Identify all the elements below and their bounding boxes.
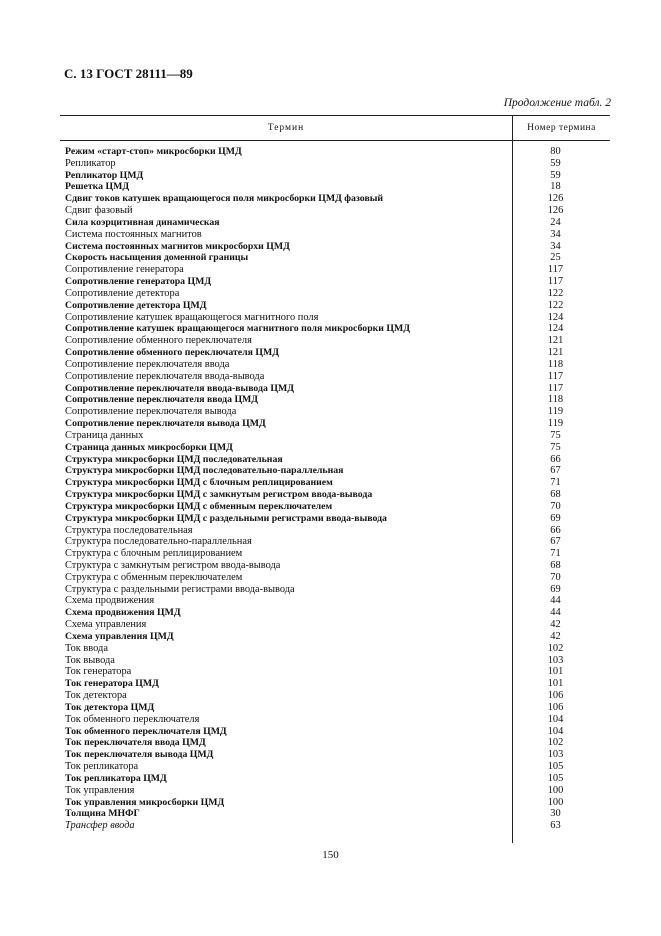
table-row — [60, 560, 610, 572]
term-cell: Структура последовательно-параллельная — [65, 536, 252, 548]
term-cell: Сопротивление генератора — [65, 264, 184, 276]
table-row — [60, 584, 610, 596]
term-number-cell: 103 — [547, 654, 564, 666]
term-number-cell: 30 — [550, 808, 561, 820]
table-continuation-label: Продолжение табл. 2 — [503, 97, 611, 109]
table-row — [60, 820, 610, 832]
term-cell: Схема продвижения ЦМД — [65, 607, 181, 619]
term-cell: Структура с раздельными регистрами ввода-вывода — [65, 583, 295, 595]
table-row — [60, 454, 610, 466]
table-body — [60, 146, 610, 832]
term-number-cell: 119 — [547, 418, 564, 430]
table-row — [60, 158, 610, 170]
term-number-cell: 105 — [547, 772, 564, 784]
table-row — [60, 146, 610, 158]
term-cell: Структура микросборки ЦМД с блочным реплицированием — [65, 477, 333, 489]
term-cell: Структура с блочным реплицированием — [65, 548, 243, 560]
table-row — [60, 465, 610, 477]
term-cell: Схема продвижения — [65, 595, 155, 607]
term-cell: Ток репликатора ЦМД — [65, 772, 167, 784]
term-number-cell: 117 — [547, 370, 564, 382]
table-row — [60, 394, 610, 406]
term-number-cell: 119 — [547, 406, 564, 418]
term-cell: Репликатор ЦМД — [65, 169, 144, 181]
term-cell: Схема управления ЦМД — [65, 630, 174, 642]
table-row — [60, 418, 610, 430]
table-row — [60, 655, 610, 667]
term-number-cell: 75 — [550, 441, 561, 453]
table-row — [60, 300, 610, 312]
term-cell: Ток генератора — [65, 666, 132, 678]
term-number-cell: 124 — [547, 323, 564, 335]
term-cell: Ток переключателя вывода ЦМД — [65, 749, 214, 761]
term-cell: Схема управления — [65, 619, 147, 631]
term-cell: Структура с замкнутым регистром ввода-вывода — [65, 559, 281, 571]
term-number-cell: 117 — [547, 382, 564, 394]
term-cell: Толщина МНФГ — [65, 808, 140, 820]
term-cell: Сопротивление переключателя вывода ЦМД — [65, 418, 266, 430]
term-number-cell: 105 — [547, 761, 564, 773]
table-row — [60, 726, 610, 738]
term-number-cell: 70 — [550, 500, 561, 512]
term-number-cell: 34 — [550, 240, 561, 252]
table-row — [60, 548, 610, 560]
term-number-cell: 121 — [547, 347, 564, 359]
term-number-cell: 67 — [550, 536, 561, 548]
term-number-cell: 67 — [550, 465, 561, 477]
term-number-cell: 100 — [547, 796, 564, 808]
term-cell: Скорость насыщения доменной границы — [65, 252, 249, 264]
table-row — [60, 714, 610, 726]
term-number-cell: 117 — [547, 276, 564, 288]
table-row — [60, 347, 610, 359]
table-row — [60, 737, 610, 749]
term-cell: Сопротивление обменного переключателя ЦМД — [65, 347, 279, 359]
term-cell: Ток генератора ЦМД — [65, 678, 159, 690]
term-cell: Ток ввода — [65, 642, 108, 654]
term-cell: Ток репликатора — [65, 761, 139, 773]
term-cell: Сила коэрцитивная динамическая — [65, 216, 220, 228]
term-number-cell: 117 — [547, 264, 564, 276]
term-number-cell: 42 — [550, 630, 561, 642]
term-cell: Сопротивление переключателя вывода — [65, 406, 237, 418]
term-number-cell: 59 — [550, 169, 561, 181]
term-number-cell: 44 — [550, 595, 561, 607]
table-row — [60, 430, 610, 442]
term-number-cell: 71 — [550, 477, 561, 489]
term-cell: Сопротивление катушек вращающегося магнитного поля микросборки ЦМД — [65, 323, 410, 335]
term-cell: Ток управления — [65, 784, 135, 796]
table-row — [60, 761, 610, 773]
term-number-cell: 104 — [547, 713, 564, 725]
term-number-cell: 118 — [547, 358, 564, 370]
table-row — [60, 406, 610, 418]
table-row — [60, 619, 610, 631]
term-cell: Страница данных — [65, 429, 144, 441]
table-row — [60, 383, 610, 395]
table-row — [60, 335, 610, 347]
term-number-cell: 126 — [547, 193, 564, 205]
table-row — [60, 607, 610, 619]
term-cell: Система постоянных магнитов — [65, 228, 202, 240]
table-header-rule — [60, 140, 610, 141]
table-row — [60, 513, 610, 525]
table-row — [60, 323, 610, 335]
table-row — [60, 264, 610, 276]
term-cell: Ток обменного переключателя ЦМД — [65, 725, 227, 737]
term-cell: Структура микросборки ЦМД последовательная — [65, 453, 283, 465]
term-number-cell: 106 — [547, 690, 564, 702]
term-cell: Сдвиг токов катушек вращающегося поля микросборки ЦМД фазовый — [65, 193, 384, 205]
term-number-cell: 42 — [550, 619, 561, 631]
term-cell: Страница данных микросборки ЦМД — [65, 441, 233, 453]
term-number-cell: 101 — [547, 678, 564, 690]
table-row — [60, 217, 610, 229]
term-number-cell: 106 — [547, 701, 564, 713]
table-row — [60, 252, 610, 264]
term-cell: Структура последовательная — [65, 524, 193, 536]
column-header-number: Номер термина — [527, 122, 596, 133]
table-row — [60, 749, 610, 761]
term-cell: Ток управления микросборки ЦМД — [65, 796, 225, 808]
table-row — [60, 785, 610, 797]
term-number-cell: 71 — [550, 548, 561, 560]
table-row — [60, 205, 610, 217]
term-cell: Структура микросборки ЦМД последовательно-параллельная — [65, 465, 344, 477]
term-number-cell: 126 — [547, 205, 564, 217]
table-row — [60, 170, 610, 182]
term-cell: Структура микросборки ЦМД с обменным переключателем — [65, 500, 333, 512]
term-number-cell: 69 — [550, 583, 561, 595]
term-cell: Структура микросборки ЦМД с раздельными регистрами ввода-вывода — [65, 512, 387, 524]
term-number-cell: 24 — [550, 216, 561, 228]
term-cell: Ток переключателя ввода ЦМД — [65, 737, 206, 749]
term-cell: Трансфер ввода — [65, 820, 135, 832]
term-number-cell: 25 — [550, 252, 561, 264]
term-cell: Структура микросборки ЦМД с замкнутым регистром ввода-вывода — [65, 489, 373, 501]
term-cell: Решетка ЦМД — [65, 181, 130, 193]
term-number-cell: 44 — [550, 607, 561, 619]
term-number-cell: 122 — [547, 287, 564, 299]
term-number-cell: 34 — [550, 228, 561, 240]
term-cell: Репликатор — [65, 157, 116, 169]
table-row — [60, 312, 610, 324]
table-row — [60, 371, 610, 383]
term-number-cell: 101 — [547, 666, 564, 678]
table-row — [60, 525, 610, 537]
term-cell: Сопротивление переключателя ввода-вывода ЦМД — [65, 382, 294, 394]
term-number-cell: 124 — [547, 311, 564, 323]
term-number-cell: 103 — [547, 749, 564, 761]
table-row — [60, 773, 610, 785]
term-number-cell: 68 — [550, 559, 561, 571]
term-number-cell: 63 — [550, 820, 561, 832]
column-header-term: Термин — [267, 122, 305, 133]
term-cell: Ток детектора — [65, 690, 127, 702]
term-number-cell: 102 — [547, 737, 564, 749]
term-cell: Сопротивление детектора — [65, 287, 180, 299]
term-number-cell: 100 — [547, 784, 564, 796]
table-row — [60, 572, 610, 584]
term-number-cell: 66 — [550, 524, 561, 536]
term-cell: Структура с обменным переключателем — [65, 571, 243, 583]
term-number-cell: 75 — [550, 429, 561, 441]
term-cell: Система постоянных магнитов микросборхи ЦМД — [65, 240, 290, 252]
term-cell: Режим «старт-стоп» микросборки ЦМД — [65, 146, 242, 157]
table-row — [60, 442, 610, 454]
table-row — [60, 666, 610, 678]
table-row — [60, 229, 610, 241]
term-cell: Сопротивление переключателя ввода ЦМД — [65, 394, 259, 406]
table-row — [60, 643, 610, 655]
term-cell: Сопротивление детектора ЦМД — [65, 299, 207, 311]
table-row — [60, 181, 610, 193]
table-row — [60, 797, 610, 809]
term-number-cell: 121 — [547, 335, 564, 347]
table-row — [60, 489, 610, 501]
table-row — [60, 193, 610, 205]
term-number-cell: 59 — [550, 157, 561, 169]
term-number-cell: 70 — [550, 571, 561, 583]
term-cell: Сопротивление катушек вращающегося магнитного поля — [65, 311, 319, 323]
terms-table — [60, 115, 610, 843]
table-row — [60, 501, 610, 513]
table-row — [60, 288, 610, 300]
table-row — [60, 702, 610, 714]
term-number-cell: 18 — [550, 181, 561, 193]
term-number-cell: 118 — [547, 394, 564, 406]
term-cell: Ток обменного переключателя — [65, 713, 200, 725]
term-number-cell: 66 — [550, 453, 561, 465]
page-number: 150 — [322, 849, 339, 861]
term-number-cell: 104 — [547, 725, 564, 737]
table-row — [60, 276, 610, 288]
table-row — [60, 808, 610, 820]
table-row — [60, 595, 610, 607]
term-number-cell: 68 — [550, 489, 561, 501]
table-row — [60, 690, 610, 702]
page-header: С. 13 ГОСТ 28111—89 — [64, 66, 193, 81]
term-cell: Сопротивление переключателя ввода-вывода — [65, 370, 265, 382]
term-cell: Сопротивление переключателя ввода — [65, 358, 230, 370]
term-number-cell: 122 — [547, 299, 564, 311]
term-cell: Сдвиг фазовый — [65, 205, 133, 217]
table-row — [60, 536, 610, 548]
table-row — [60, 631, 610, 643]
term-cell: Сопротивление обменного переключателя — [65, 335, 252, 347]
term-number-cell: 69 — [550, 512, 561, 524]
table-row — [60, 678, 610, 690]
term-cell: Сопротивление генератора ЦМД — [65, 276, 212, 288]
term-cell: Ток вывода — [65, 654, 115, 666]
term-number-cell: 102 — [547, 642, 564, 654]
term-cell: Ток детектора ЦМД — [65, 701, 155, 713]
term-number-cell: 80 — [550, 146, 561, 157]
table-row — [60, 477, 610, 489]
table-row — [60, 241, 610, 253]
table-row — [60, 359, 610, 371]
